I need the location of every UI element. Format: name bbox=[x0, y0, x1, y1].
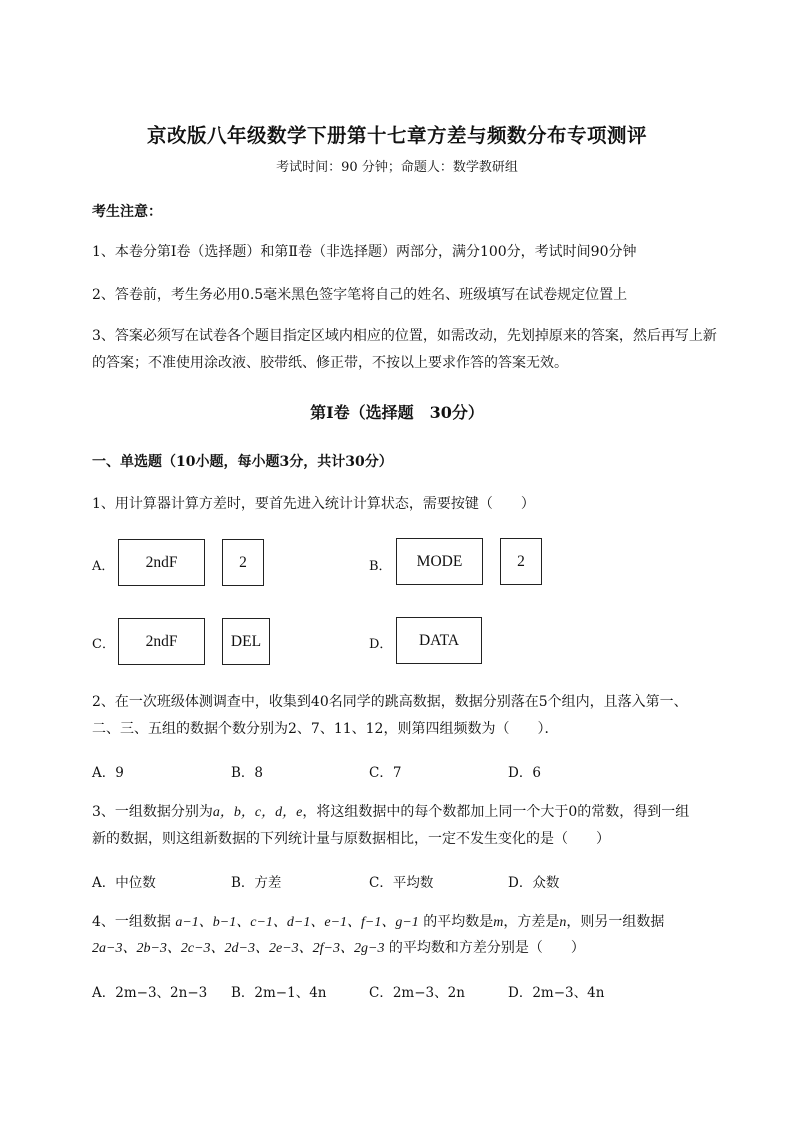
document-title: 京改版八年级数学下册第十七章方差与频数分布专项测评 bbox=[146, 124, 647, 147]
notice-heading: 考生注意： bbox=[92, 204, 162, 220]
question-3-line-1 bbox=[92, 801, 689, 821]
document-subtitle: 考试时间：90 分钟；命题人：数学教研组 bbox=[276, 160, 518, 175]
notice-item-3-line-2: 的答案；不准使用涂改液、胶带纸、修正带，不按以上要求作答的答案无效。 bbox=[92, 355, 568, 371]
q3-line-1-suffix: ，将这组数据中的每个数都加上同一个大于0的常数，得到一组 bbox=[302, 804, 690, 820]
q3-line-1-prefix: 3、一组数据分别为 bbox=[92, 804, 213, 820]
q2-option-b: B．8 bbox=[231, 765, 264, 781]
q4-option-b: B．2m−1、4n bbox=[231, 985, 327, 1001]
q4-mean-variable: m bbox=[493, 915, 504, 930]
q4-line-1-mid: 的平均数是 bbox=[418, 914, 494, 930]
q3-line-1-variables: a，b，c，d，e bbox=[212, 805, 303, 820]
q1-option-a-label: A． bbox=[92, 559, 115, 574]
question-1-text: 1、用计算器计算方差时，要首先进入统计计算状态，需要按键（ ） bbox=[92, 496, 535, 512]
section-title: 第Ⅰ卷（选择题 30分） bbox=[310, 403, 484, 422]
q1-option-d-label: D． bbox=[369, 637, 393, 652]
q2-option-c: C．7 bbox=[369, 765, 402, 781]
q2-option-a: A．9 bbox=[92, 765, 124, 781]
notice-item-2: 2、答卷前，考生务必用0.5毫米黑色签字笔将自己的姓名、班级填写在试卷规定位置上 bbox=[92, 287, 628, 303]
part-heading: 一、单选题（10小题，每小题3分，共计30分） bbox=[92, 454, 393, 470]
q1-option-b-label: B． bbox=[369, 559, 392, 574]
q4-line-1-suffix: ，则另一组数据 bbox=[566, 914, 665, 930]
q1-option-b-key-2: 2 bbox=[500, 538, 542, 585]
q2-option-d: D．6 bbox=[508, 765, 541, 781]
q3-option-d: D．众数 bbox=[508, 875, 560, 891]
q1-option-b-key-1: MODE bbox=[396, 538, 483, 585]
question-3-line-2: 新的数据，则这组新数据的下列统计量与原数据相比，一定不发生变化的是（ ） bbox=[92, 831, 610, 847]
q3-option-c: C．平均数 bbox=[369, 875, 434, 891]
question-4-line-1 bbox=[92, 911, 664, 931]
q1-option-c-key-2: DEL bbox=[222, 618, 270, 665]
q4-variance-variable: n bbox=[559, 915, 567, 930]
q3-option-a: A．中位数 bbox=[92, 875, 156, 891]
q4-line-1-prefix: 4、一组数据 bbox=[92, 914, 176, 930]
q1-option-c-key-1: 2ndF bbox=[118, 618, 205, 665]
q3-option-b: B．方差 bbox=[231, 875, 282, 891]
question-2-line-1: 2、在一次班级体测调查中，收集到40名同学的跳高数据，数据分别落在5个组内，且落入第一、 bbox=[92, 694, 688, 710]
q4-line-2-suffix: 的平均数和方差分别是（ ） bbox=[384, 940, 585, 956]
q4-data-list-2: 2a−3、2b−3、2c−3、2d−3、2e−3、2f−3、2g−3 bbox=[92, 941, 385, 956]
q1-option-c-label: C． bbox=[92, 637, 115, 652]
q4-data-list-1: a−1、b−1、c−1、d−1、e−1、f−1、g−1 bbox=[175, 915, 419, 930]
q4-option-c: C．2m−3、2n bbox=[369, 985, 465, 1001]
q4-line-1-mid-2: ，方差是 bbox=[503, 914, 560, 930]
q4-option-a: A．2m−3、2n−3 bbox=[92, 985, 208, 1001]
notice-item-1: 1、本卷分第Ⅰ卷（选择题）和第Ⅱ卷（非选择题）两部分，满分100分，考试时间90分钟 bbox=[92, 244, 637, 260]
q1-option-a-key-2: 2 bbox=[222, 539, 264, 586]
question-4-line-2 bbox=[92, 937, 585, 957]
q1-option-d-key-1: DATA bbox=[396, 617, 482, 664]
question-2-line-2: 二、三、五组的数据个数分别为2、7、11、12，则第四组频数为（ ）． bbox=[92, 721, 559, 737]
q4-option-d: D．2m−3、4n bbox=[508, 985, 605, 1001]
notice-item-3-line-1: 3、答案必须写在试卷各个题目指定区域内相应的位置，如需改动，先划掉原来的答案，然后再写上新 bbox=[92, 328, 717, 344]
q1-option-a-key-1: 2ndF bbox=[118, 539, 205, 586]
